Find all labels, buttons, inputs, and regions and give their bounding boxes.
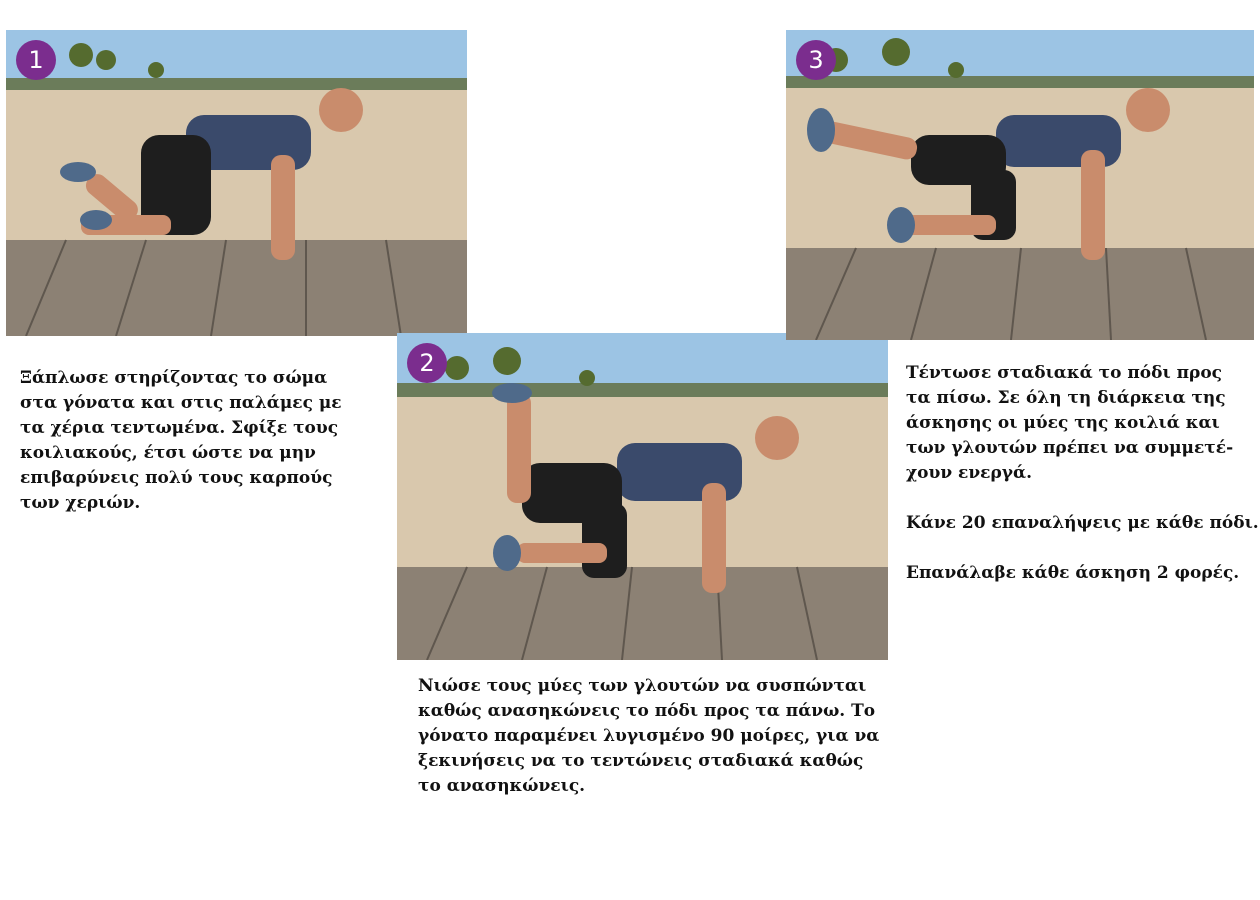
step-1-badge: 1 <box>16 40 56 80</box>
step-3-repetitions-text: Κάνε 20 επαναλήψεις με κάθε πόδι. <box>906 513 1259 533</box>
step-3-sets-text: Επανάλαβε κάθε άσκηση 2 φορές. <box>906 563 1240 583</box>
step-2-caption-text: Νιώσε τους μύες των γλουτών να συσπώνται καθώς ανασηκώνεις το πόδι προς τα πάνω. Το γόνατο παραμένει λυγισμένο 90 μοίρες, για να ξεκινήσεις να το τεντώνεις σταδιακά καθώς το ανασηκώνεις. <box>418 676 880 796</box>
step-2-badge: 2 <box>407 343 447 383</box>
step-3-caption-text: Τέντωσε σταδιακά το πόδι προς τα πίσω. Σε όλη τη διάρκεια της άσκησης οι μύες της κοιλιά και των γλουτών πρέπει να συμμετέ-χουν ενεργά. <box>906 363 1234 483</box>
step-2-caption <box>418 674 890 799</box>
step-3-photo-illustration <box>786 30 1254 340</box>
step-2-photo-illustration <box>397 333 888 660</box>
step-2-photo <box>397 333 888 660</box>
step-3-caption <box>906 361 1259 586</box>
step-3-badge: 3 <box>796 40 836 80</box>
step-1-caption-text: Ξάπλωσε στηρίζοντας το σώμα στα γόνατα και στις παλάμες με τα χέρια τεντωμένα. Σφίξε τους κοιλιακούς, έτσι ώστε να μην επιβαρύνεις πολύ τους καρπούς των χεριών. <box>20 368 342 513</box>
step-1-photo <box>6 30 467 336</box>
step-3-photo <box>786 30 1254 340</box>
step-1-photo-illustration <box>6 30 467 336</box>
step-1-caption <box>20 366 350 516</box>
